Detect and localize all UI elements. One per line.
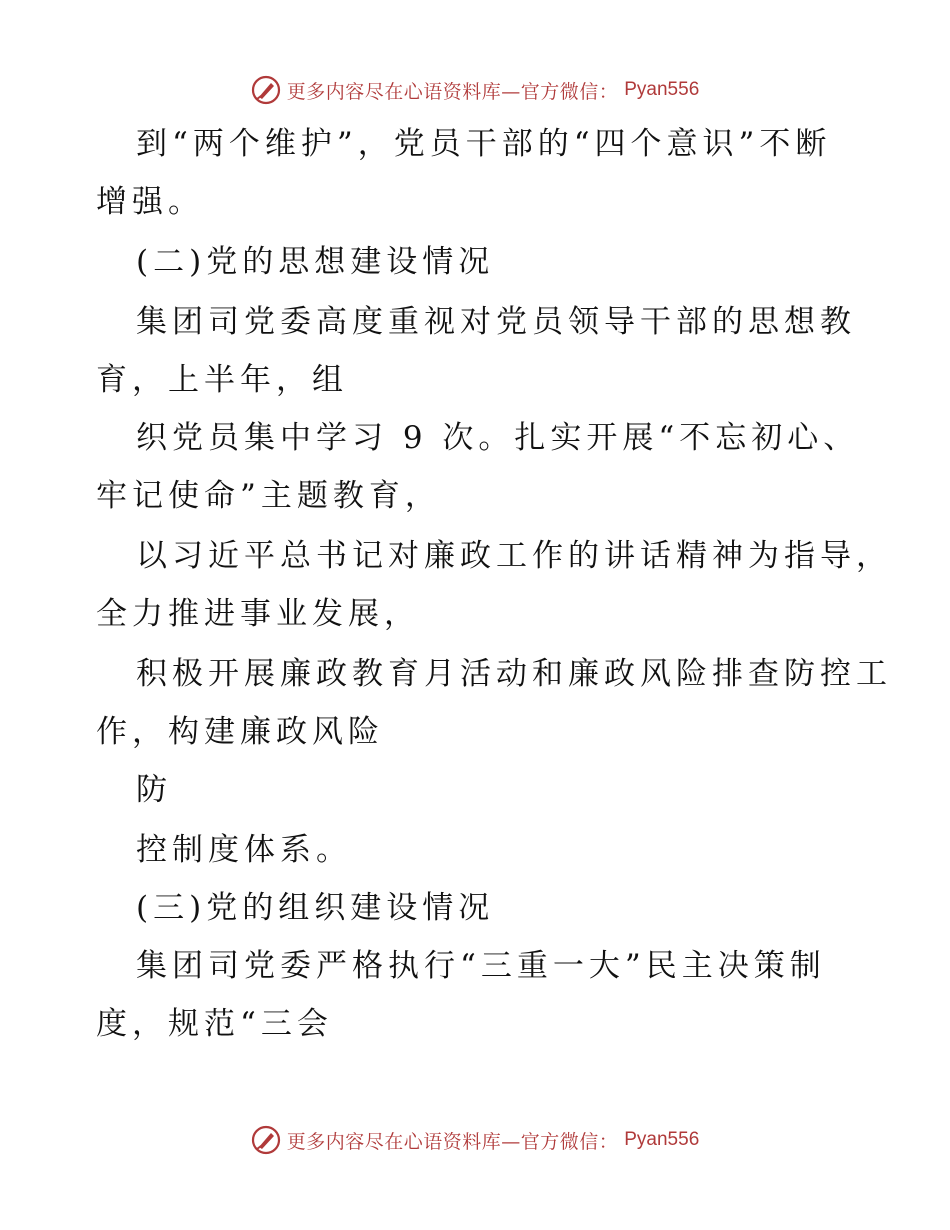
paragraph-line: 到“两个维护”，党员干部的“四个意识”不断 [136, 126, 832, 162]
quill-seal-icon [251, 75, 281, 105]
paragraph-line: 全力推进事业发展， [96, 596, 420, 632]
header-text: 更多内容尽在心语资料库—官方微信： [286, 80, 619, 103]
paragraph-line: 作，构建廉政风险 [96, 714, 384, 750]
quill-seal-icon [251, 1125, 281, 1155]
section-heading: (三)党的组织建设情况 [136, 890, 495, 926]
section-heading: (二)党的思想建设情况 [136, 244, 495, 280]
paragraph-line: 集团司党委高度重视对党员领导干部的思想教 [136, 304, 856, 340]
footer-wechat-id: Pyan556 [624, 1129, 700, 1150]
paragraph-line: 度，规范“三会 [96, 1006, 333, 1042]
paragraph-line: 织党员集中学习 9 次。扎实开展“不忘初心、 [136, 420, 860, 456]
paragraph-line: 集团司党委严格执行“三重一大”民主决策制 [136, 948, 826, 984]
header-wechat-id: Pyan556 [624, 79, 700, 100]
footer-watermark [0, 1122, 950, 1158]
paragraph-line: 育，上半年，组 [96, 362, 348, 398]
paragraph-line: 以习近平总书记对廉政工作的讲话精神为指导， [136, 538, 892, 574]
footer-text: 更多内容尽在心语资料库—官方微信： [286, 1130, 619, 1153]
paragraph-line: 控制度体系。 [136, 832, 352, 868]
paragraph-line: 防 [136, 772, 172, 808]
paragraph-line: 积极开展廉政教育月活动和廉政风险排查防控工 [136, 656, 892, 692]
paragraph-line: 牢记使命”主题教育， [96, 478, 441, 514]
header-watermark [0, 72, 950, 108]
paragraph-line: 增强。 [96, 184, 204, 220]
